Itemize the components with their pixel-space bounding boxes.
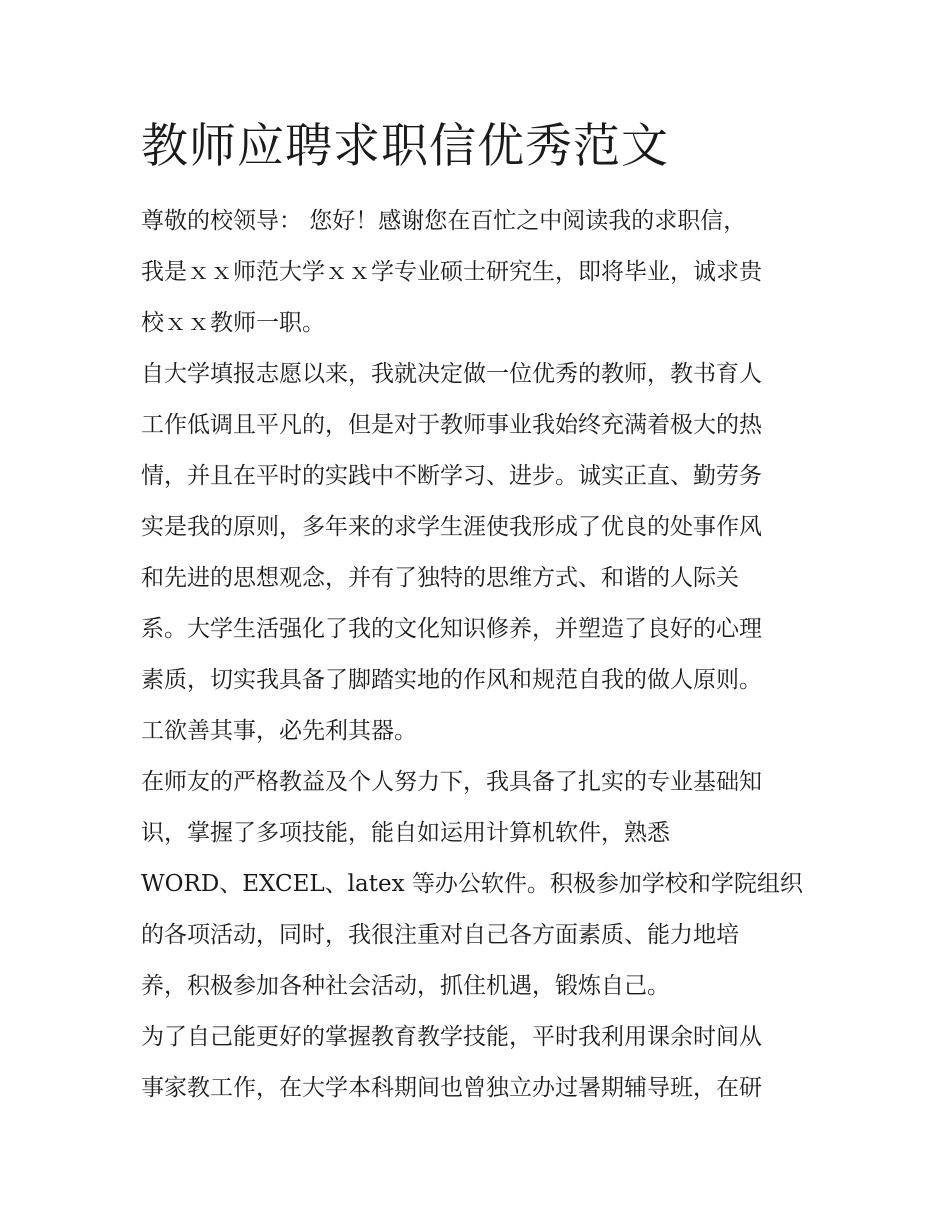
paragraph-greeting	[141, 196, 821, 349]
text-line: 养，积极参加各种社会活动，抓住机遇，锻炼自己。	[141, 973, 670, 999]
text-line: 工欲善其事，必先利其器。	[141, 718, 417, 744]
text-line: 工作低调且平凡的，但是对于教师事业我始终充满着极大的热	[141, 412, 762, 438]
document-body	[141, 115, 821, 1114]
text-line: 情，并且在平时的实践中不断学习、进步。诚实正直、勤劳务	[141, 463, 762, 489]
paragraph-experience	[141, 1012, 821, 1114]
text-line: 在师友的严格教益及个人努力下，我具备了扎实的专业基础知	[141, 769, 762, 795]
text-line: 和先进的思想观念，并有了独特的思维方式、和谐的人际关	[141, 565, 739, 591]
text-line: 的各项活动，同时，我很注重对自己各方面素质、能力地培	[141, 922, 739, 948]
document-title: 教师应聘求职信优秀范文	[141, 119, 669, 174]
text-line: 自大学填报志愿以来，我就决定做一位优秀的教师，教书育人	[141, 361, 762, 387]
text-line: 系。大学生活强化了我的文化知识修养，并塑造了良好的心理	[141, 616, 762, 642]
text-line: 尊敬的校领导： 您好！感谢您在百忙之中阅读我的求职信，	[141, 208, 747, 234]
text-line: 实是我的原则，多年来的求学生涯使我形成了优良的处事作风	[141, 514, 762, 540]
text-line: 识，掌握了多项技能，能自如运用计算机软件，熟悉	[141, 820, 670, 846]
paragraph-skills	[141, 757, 821, 1012]
paragraph-motivation	[141, 349, 821, 757]
text-line: 为了自己能更好的掌握教育教学技能，平时我利用课余时间从	[141, 1024, 762, 1050]
text-line: 我是ｘｘ师范大学ｘｘ学专业硕士研究生，即将毕业，诚求贵	[141, 259, 762, 285]
text-line: 事家教工作，在大学本科期间也曾独立办过暑期辅导班，在研	[141, 1075, 762, 1101]
text-line: WORD、EXCEL、latex 等办公软件。积极参加学校和学院组织	[141, 871, 803, 897]
text-line: 校ｘｘ教师一职。	[141, 310, 325, 336]
text-line: 素质，切实我具备了脚踏实地的作风和规范自我的做人原则。	[141, 667, 762, 693]
